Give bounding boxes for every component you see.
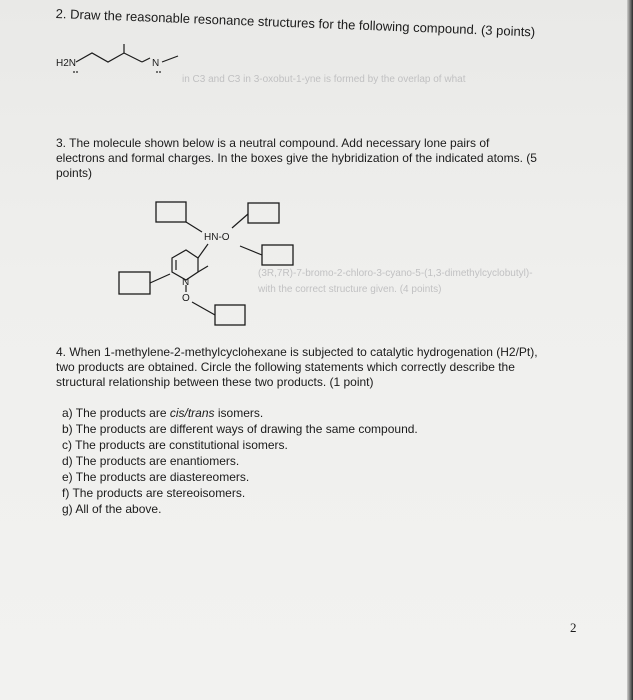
hybridization-box-5[interactable] — [215, 305, 245, 325]
q2-n-label: N — [152, 58, 160, 69]
q3-methyl-bond — [198, 266, 208, 272]
bleed-through-text-1: in C3 and C3 in 3-oxobut-1-yne is formed by the overlap of what — [182, 74, 466, 85]
option-a[interactable]: a) The products are cis/trans isomers. — [62, 406, 264, 420]
question-3-line-1: 3. The molecule shown below is a neutral compound. Add necessary lone pairs of — [56, 136, 490, 150]
q2-lone-pair-dot-1 — [156, 71, 158, 73]
question-3-line-2: electrons and formal charges. In the boxes give the hybridization of the indicated atoms. (5 — [56, 151, 537, 165]
hybridization-box-4[interactable] — [119, 272, 150, 294]
q2-lone-pair-dot-2 — [159, 71, 161, 73]
page-edge-shadow — [627, 0, 633, 700]
q3-o-label: O — [182, 293, 190, 304]
q2-molecule — [76, 44, 178, 62]
q3-arrow-box-3 — [240, 246, 262, 255]
bleed-through-text-3: with the correct structure given. (4 points) — [258, 284, 442, 295]
option-f[interactable]: f) The products are stereoisomers. — [62, 486, 246, 500]
question-2-text: 2. Draw the reasonable resonance structures for the following compound. (3 points) — [55, 6, 536, 40]
q2-h2n-label: H2N — [56, 58, 77, 69]
question-4-line-3: structural relationship between these two products. (1 point) — [56, 375, 374, 389]
q2-bond-to-n — [142, 58, 150, 62]
option-c[interactable]: c) The products are constitutional isomers. — [62, 438, 288, 452]
page-number: 2 — [570, 620, 577, 635]
hybridization-box-2[interactable] — [248, 203, 279, 223]
q2-n-methyl — [162, 56, 178, 62]
bleed-through-text-2: (3R,7R)-7-bromo-2-chloro-3-cyano-5-(1,3-dimethylcyclobutyl)- — [258, 268, 533, 279]
question-4-line-1: 4. When 1-methylene-2-methylcyclohexane is subjected to catalytic hydrogenation (H2/Pt), — [56, 345, 538, 359]
option-g[interactable]: g) All of the above. — [62, 502, 162, 516]
question-3-line-3: points) — [56, 166, 93, 180]
q3-bond-to-hn — [198, 244, 208, 258]
option-b[interactable]: b) The products are different ways of drawing the same compound. — [62, 422, 418, 436]
q3-n-label: N — [182, 277, 190, 288]
q2-chain-bonds — [76, 53, 142, 62]
q3-arrow-box-4 — [150, 274, 170, 283]
q3-arrow-box-2 — [232, 214, 248, 228]
option-d[interactable]: d) The products are enantiomers. — [62, 454, 240, 468]
q3-molecule — [150, 214, 262, 315]
option-e[interactable]: e) The products are diastereomers. — [62, 470, 250, 484]
hybridization-box-1[interactable] — [156, 202, 186, 222]
q3-hn-o-label: HN-O — [204, 232, 230, 243]
question-4-line-2: two products are obtained. Circle the following statements which correctly describe the — [56, 360, 515, 374]
hybridization-box-3[interactable] — [262, 245, 293, 265]
q3-arrow-box-1 — [186, 222, 202, 232]
q2-lone-pair-dot-4 — [76, 71, 78, 73]
q3-arrow-box-5 — [192, 302, 215, 315]
q2-lone-pair-dot-3 — [73, 71, 75, 73]
